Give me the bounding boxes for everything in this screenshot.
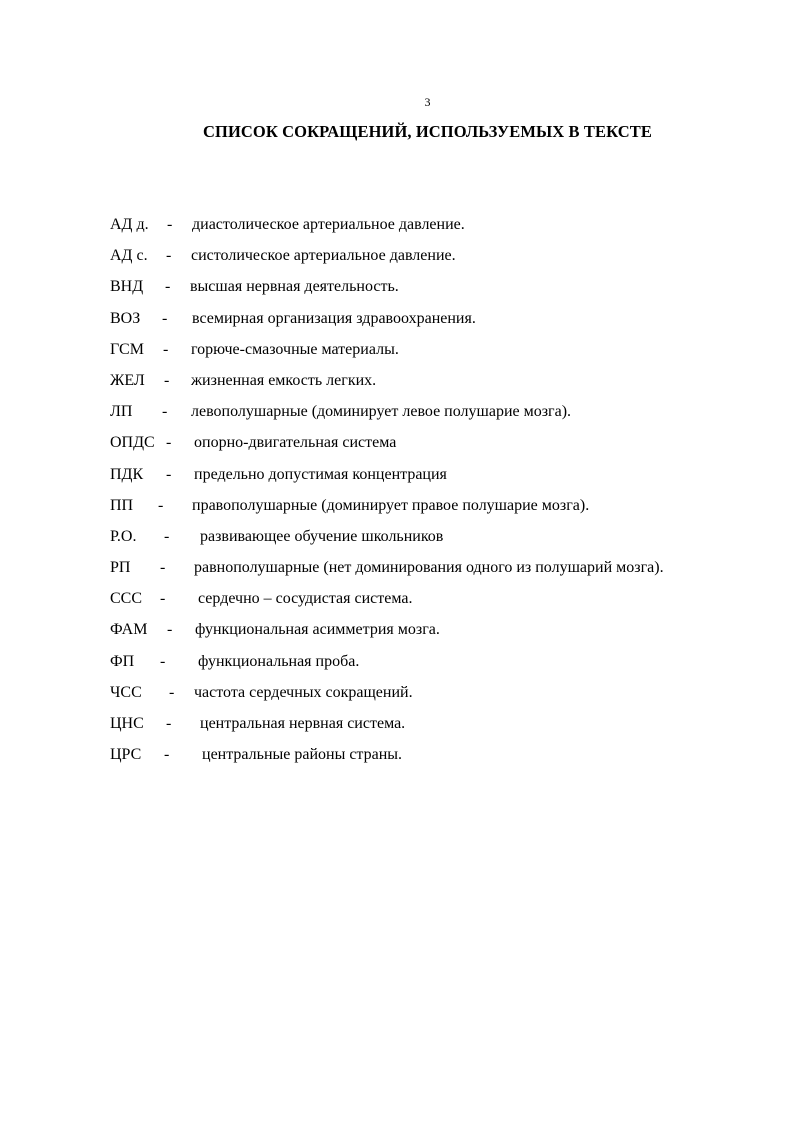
abbreviation-term: ФАМ [110, 621, 148, 639]
list-item [110, 245, 780, 276]
list-item [110, 339, 780, 370]
separator-dash: - [164, 527, 170, 545]
abbreviation-definition: всемирная организация здравоохранения. [192, 309, 476, 327]
abbreviation-definition: предельно допустимая концентрация [194, 465, 447, 483]
list-item [110, 308, 780, 339]
separator-dash: - [166, 247, 172, 265]
separator-dash: - [166, 465, 172, 483]
abbreviation-definition: диастолическое артериальное давление. [192, 216, 465, 233]
abbreviation-definition: функциональная асимметрия мозга. [195, 621, 440, 639]
list-item [110, 619, 780, 650]
page-title: СПИСОК СОКРАЩЕНИЙ, ИСПОЛЬЗУЕМЫХ В ТЕКСТЕ [203, 122, 652, 141]
abbreviation-definition: развивающее обучение школьников [200, 527, 444, 545]
abbreviation-term: АД с. [110, 247, 148, 265]
abbreviation-definition: частота сердечных сокращений. [194, 683, 413, 701]
abbreviation-definition: жизненная емкость легких. [191, 371, 377, 389]
abbreviation-term: ПП [110, 496, 134, 514]
separator-dash: - [162, 309, 168, 327]
abbreviation-definition: горюче-смазочные материалы. [191, 340, 399, 358]
abbreviation-definition: функциональная проба. [198, 652, 360, 670]
list-item [110, 401, 780, 432]
abbreviation-term: ФП [110, 652, 135, 670]
abbreviation-term: ПДК [110, 465, 144, 483]
abbreviation-definition: левополушарные (доминирует левое полушарие мозга). [191, 403, 572, 421]
abbreviation-term: ВОЗ [110, 309, 141, 327]
abbreviation-list [110, 214, 780, 775]
abbreviation-definition: центральные районы страны. [202, 746, 403, 764]
separator-dash: - [166, 434, 172, 452]
list-item [110, 495, 780, 526]
separator-dash: - [167, 216, 173, 233]
list-item [110, 464, 780, 495]
list-item [110, 713, 780, 744]
list-item [110, 651, 780, 682]
page-number: 3 [424, 95, 431, 109]
separator-dash: - [162, 403, 168, 421]
separator-dash: - [166, 715, 172, 732]
list-item [110, 744, 780, 775]
list-item [110, 214, 780, 245]
abbreviation-term: ССС [110, 590, 143, 608]
abbreviation-term: АД д. [110, 216, 149, 233]
abbreviation-term: ЧСС [110, 683, 142, 701]
separator-dash: - [158, 496, 164, 514]
separator-dash: - [165, 278, 171, 296]
separator-dash: - [163, 340, 169, 358]
separator-dash: - [167, 621, 173, 639]
list-item [110, 276, 780, 307]
abbreviation-definition: сердечно – сосудистая система. [198, 590, 413, 608]
separator-dash: - [160, 559, 166, 577]
list-item [110, 370, 780, 401]
separator-dash: - [160, 652, 166, 670]
abbreviation-term: ЛП [110, 403, 133, 421]
abbreviation-definition: правополушарные (доминирует правое полушарие мозга). [192, 496, 590, 514]
abbreviation-definition: равнополушарные (нет доминирования одного из полушарий мозга). [194, 559, 664, 577]
abbreviation-term: ЦРС [110, 746, 142, 764]
list-item [110, 432, 780, 463]
abbreviation-term: ОПДС [110, 434, 155, 452]
abbreviation-term: ЦНС [110, 715, 144, 732]
list-item [110, 526, 780, 557]
abbreviation-definition: опорно-двигательная система [194, 434, 397, 452]
abbreviation-term: Р.О. [110, 527, 137, 545]
list-item [110, 588, 780, 619]
abbreviation-definition: высшая нервная деятельность. [190, 278, 399, 296]
separator-dash: - [164, 371, 170, 389]
separator-dash: - [169, 683, 175, 701]
abbreviation-term: ЖЕЛ [110, 371, 145, 389]
abbreviation-definition: центральная нервная система. [200, 715, 406, 732]
abbreviation-term: ВНД [110, 278, 144, 296]
list-item [110, 557, 780, 588]
abbreviation-term: РП [110, 559, 131, 577]
separator-dash: - [164, 746, 170, 764]
abbreviation-definition: систолическое артериальное давление. [191, 247, 456, 265]
abbreviation-term: ГСМ [110, 340, 144, 358]
separator-dash: - [160, 590, 166, 608]
list-item [110, 682, 780, 713]
